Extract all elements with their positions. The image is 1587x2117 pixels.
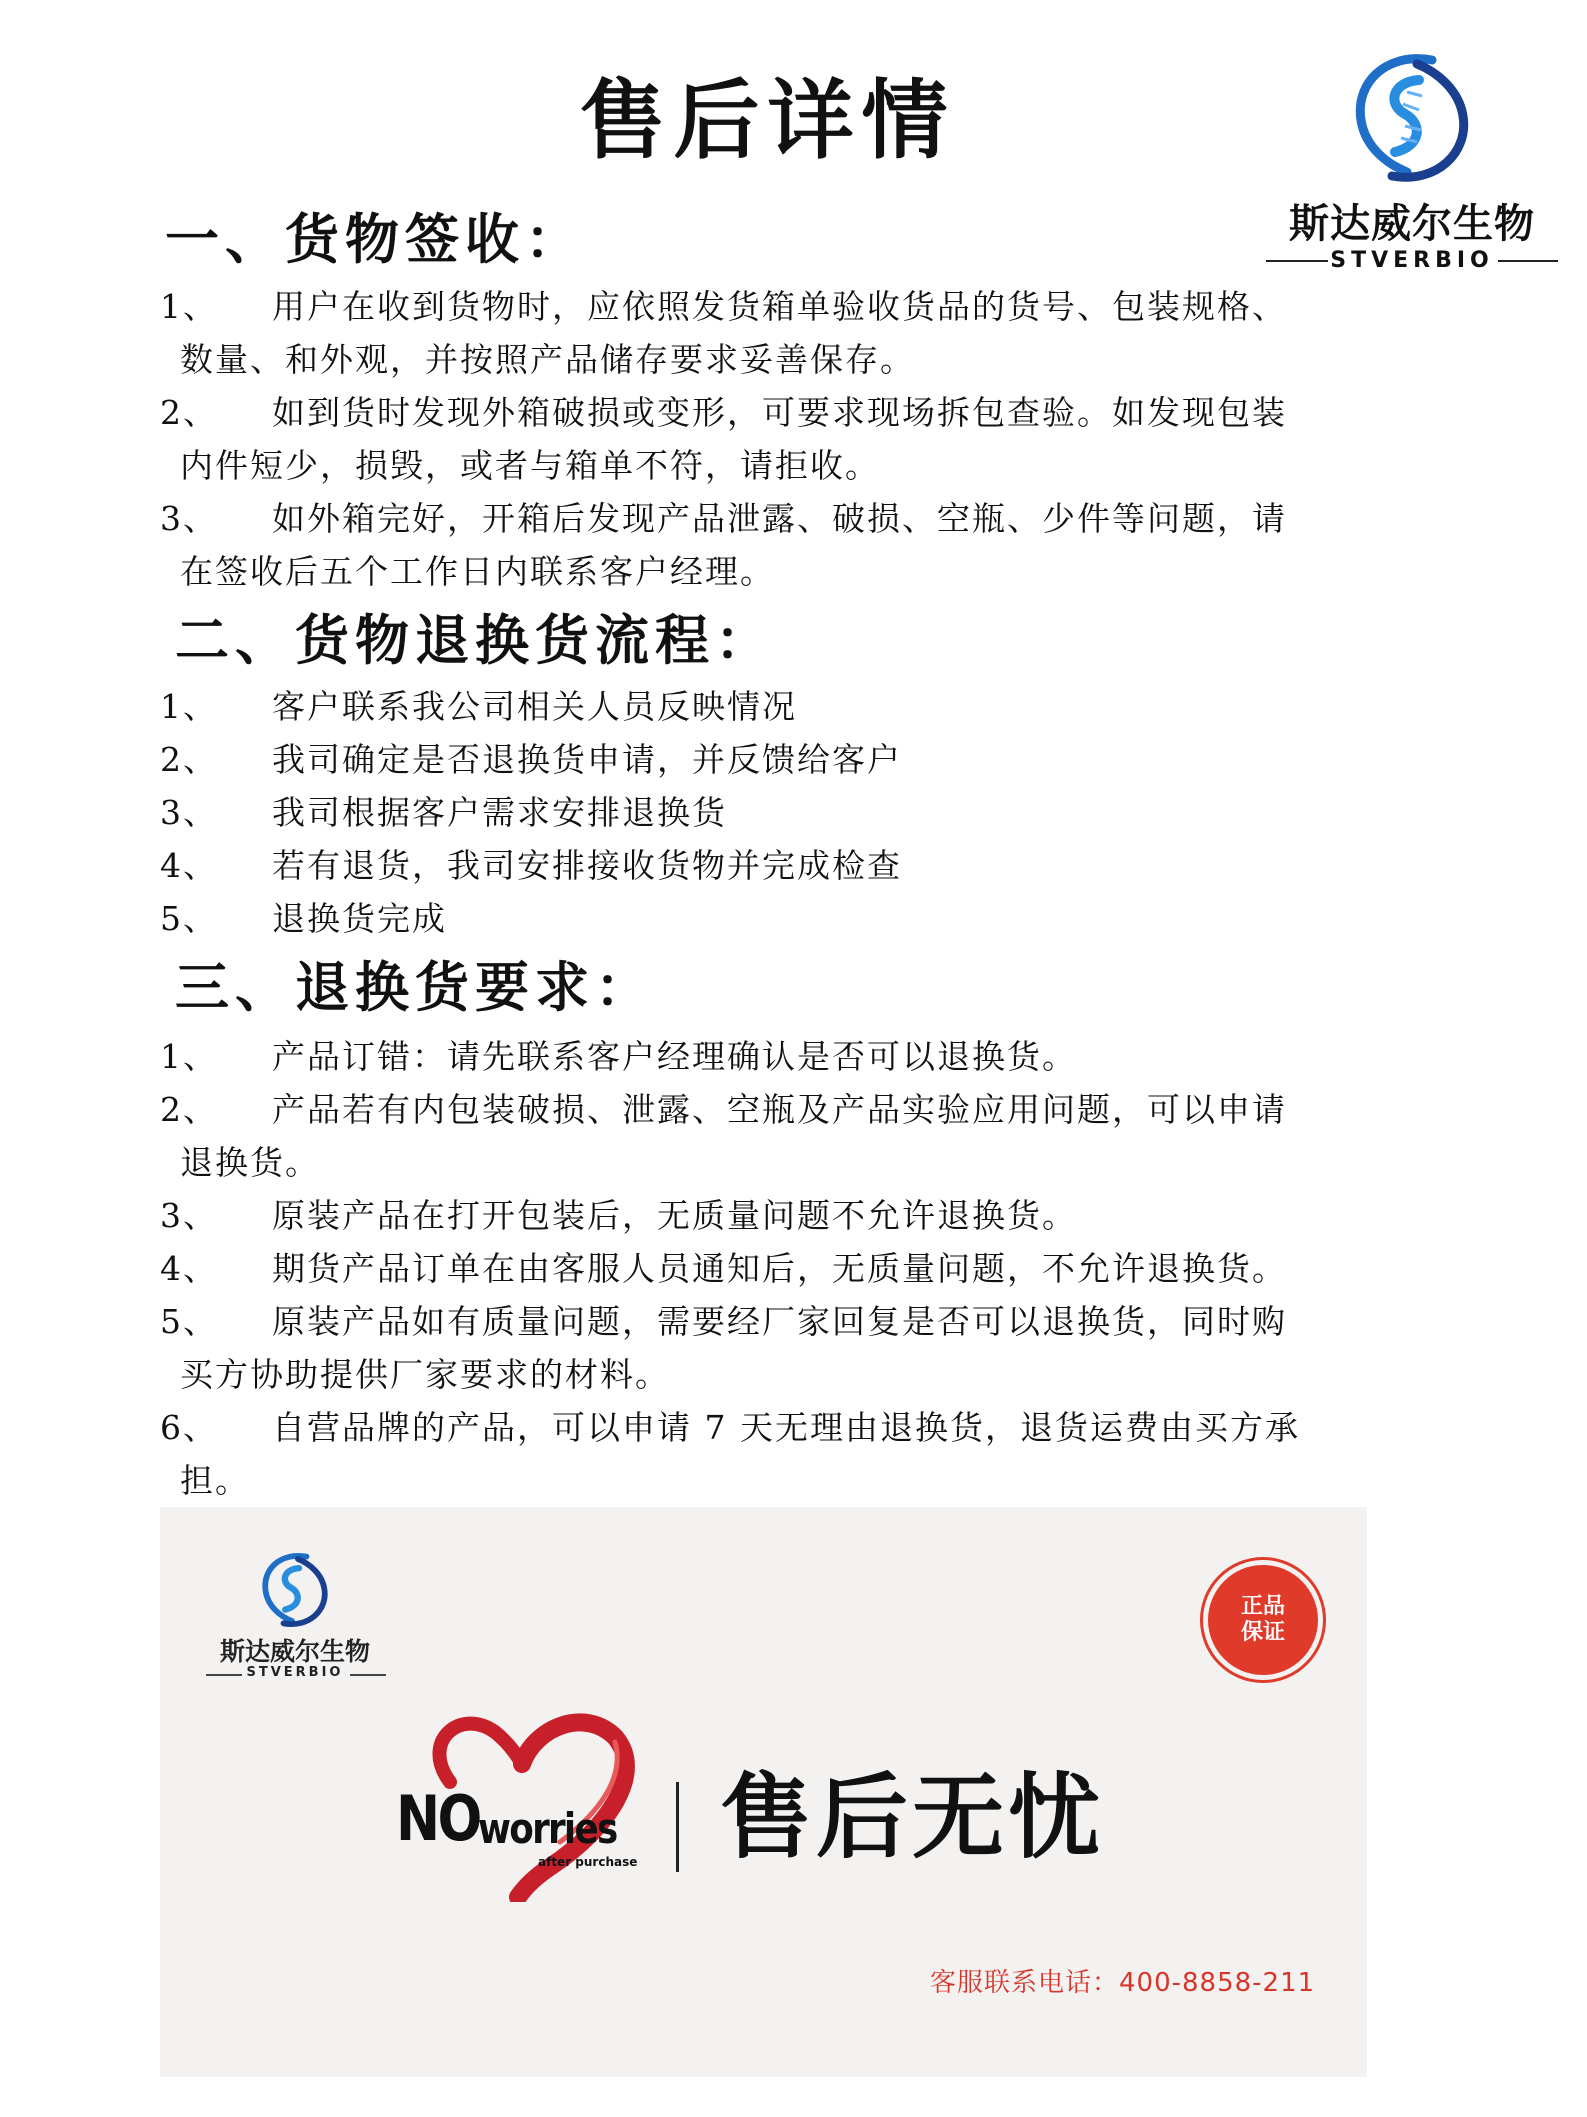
item-text: 客户联系我公司相关人员反映情况	[272, 687, 797, 726]
item-text: 产品订错：请先联系客户经理确认是否可以退换货。	[272, 1037, 1077, 1076]
item-number: 1、	[160, 1037, 218, 1076]
item-number: 2、	[160, 740, 218, 779]
brand-logo	[1262, 52, 1562, 272]
section-heading-return-process: 二、货物退换货流程：	[175, 608, 775, 672]
page-title: 售后详情	[579, 71, 956, 171]
list-item	[160, 1030, 1360, 1083]
seal-text-line2: 保证	[1240, 1620, 1285, 1645]
list-item	[160, 680, 1360, 733]
list-item	[160, 1083, 1360, 1189]
banner-logo-cn-name: 斯达威尔生物	[219, 1637, 370, 1666]
item-text: 原装产品在打开包装后，无质量问题不允许退换货。	[272, 1196, 1077, 1235]
list-item	[160, 733, 1360, 786]
seal-text-line1: 正品	[1240, 1594, 1285, 1619]
genuine-guarantee-seal	[1208, 1565, 1318, 1675]
item-number: 5、	[160, 899, 218, 938]
item-number: 5、	[160, 1302, 218, 1341]
item-number: 1、	[160, 287, 218, 326]
list-item	[160, 1295, 1360, 1401]
list-item	[160, 280, 1360, 386]
list-item	[160, 1189, 1360, 1242]
item-number: 6、	[160, 1408, 218, 1447]
banner-slogan: 售后无忧	[720, 1764, 1105, 1871]
list-item	[160, 1242, 1360, 1295]
item-text: 退换货完成	[272, 899, 447, 938]
item-text: 若有退货，我司安排接收货物并完成检查	[272, 846, 902, 885]
list-item	[160, 839, 1360, 892]
item-number: 3、	[160, 1196, 218, 1235]
helix-logo-icon	[255, 1552, 335, 1628]
item-text-cont: 数量、和外观，并按照产品储存要求妥善保存。	[180, 340, 915, 379]
banner-divider	[676, 1782, 679, 1872]
banner-logo-en-row	[200, 1665, 390, 1685]
item-text: 如到货时发现外箱破损或变形，可要求现场拆包查验。如发现包装	[272, 393, 1287, 432]
item-text: 我司根据客户需求安排退换货	[272, 793, 727, 832]
after-purchase-text: after purchase	[538, 1855, 638, 1869]
service-phone: 客服联系电话：400-8858-211	[930, 1968, 1316, 1998]
item-number: 2、	[160, 1090, 218, 1129]
logo-cn-name: 斯达威尔生物	[1289, 201, 1535, 247]
item-text: 我司确定是否退换货申请，并反馈给客户	[272, 740, 902, 779]
item-text: 用户在收到货物时，应依照发货箱单验收货品的货号、包装规格、	[272, 287, 1287, 326]
item-text-cont: 担。	[180, 1461, 250, 1500]
item-number: 4、	[160, 846, 218, 885]
item-number: 3、	[160, 793, 218, 832]
list-item	[160, 786, 1360, 839]
item-number: 2、	[160, 393, 218, 432]
logo-en-name: STVERBIO	[1330, 248, 1494, 273]
item-text: 如外箱完好，开箱后发现产品泄露、破损、空瓶、少件等问题，请	[272, 499, 1287, 538]
item-text-cont: 在签收后五个工作日内联系客户经理。	[180, 552, 775, 591]
item-text: 原装产品如有质量问题，需要经厂家回复是否可以退换货，同时购	[272, 1302, 1287, 1341]
no-worries-no-text: NO	[396, 1782, 480, 1855]
item-text: 期货产品订单在由客服人员通知后，无质量问题，不允许退换货。	[272, 1249, 1287, 1288]
banner-logo-en-name: STVERBIO	[246, 1665, 344, 1680]
item-number: 3、	[160, 499, 218, 538]
list-item	[160, 892, 1360, 945]
section-heading-return-requirements: 三、退换货要求：	[175, 955, 655, 1019]
item-text-cont: 退换货。	[180, 1143, 320, 1182]
list-item	[160, 492, 1360, 598]
list-item	[160, 386, 1360, 492]
item-text: 产品若有内包装破损、泄露、空瓶及产品实验应用问题，可以申请	[272, 1090, 1287, 1129]
after-sales-banner	[160, 1507, 1367, 2077]
helix-logo-icon	[1347, 52, 1477, 184]
item-number: 4、	[160, 1249, 218, 1288]
item-number: 1、	[160, 687, 218, 726]
item-text-cont: 买方协助提供厂家要求的材料。	[180, 1355, 670, 1394]
item-text-cont: 内件短少，损毁，或者与箱单不符，请拒收。	[180, 446, 880, 485]
logo-en-row	[1266, 248, 1558, 278]
banner-brand-logo	[200, 1552, 390, 1682]
list-item	[160, 1401, 1360, 1507]
no-worries-worries-text: worries	[478, 1804, 617, 1853]
section-heading-receipt: 一、货物签收：	[165, 207, 585, 271]
item-text: 自营品牌的产品，可以申请 7 天无理由退换货，退货运费由买方承	[272, 1408, 1300, 1447]
